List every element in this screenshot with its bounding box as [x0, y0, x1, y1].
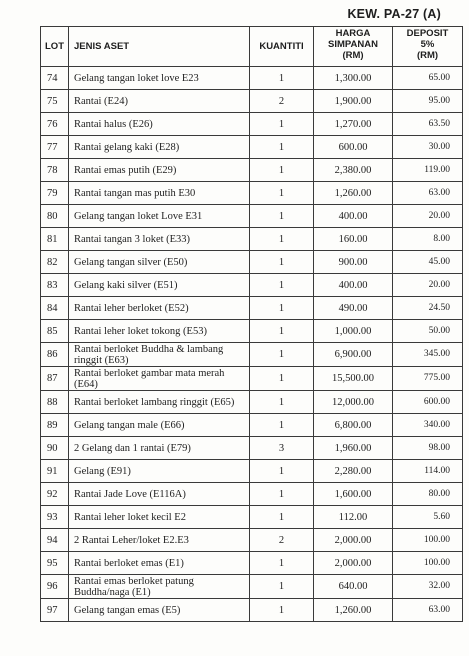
- harga-simpanan-cell: 1,260.00: [314, 182, 393, 205]
- lot-cell: 84: [41, 297, 69, 320]
- harga-simpanan-cell: 900.00: [314, 251, 393, 274]
- lot-cell: 97: [41, 599, 69, 622]
- lot-cell: 86: [41, 343, 69, 367]
- kuantiti-cell: 1: [250, 599, 314, 622]
- kuantiti-cell: 1: [250, 367, 314, 391]
- jenis-aset-cell: Gelang tangan silver (E50): [69, 251, 250, 274]
- harga-simpanan-cell: 1,960.00: [314, 437, 393, 460]
- jenis-aset-cell: Rantai (E24): [69, 90, 250, 113]
- table-row: [41, 136, 463, 159]
- table-row: [41, 67, 463, 90]
- harga-simpanan-cell: 1,300.00: [314, 67, 393, 90]
- deposit-cell: 100.00: [393, 529, 463, 552]
- deposit-cell: 98.00: [393, 437, 463, 460]
- harga-simpanan-cell: 12,000.00: [314, 391, 393, 414]
- lot-cell: 76: [41, 113, 69, 136]
- harga-simpanan-cell: 2,000.00: [314, 529, 393, 552]
- table-row: [41, 90, 463, 113]
- lot-cell: 74: [41, 67, 69, 90]
- lot-cell: 79: [41, 182, 69, 205]
- kuantiti-cell: 1: [250, 136, 314, 159]
- jenis-aset-cell: Gelang kaki silver (E51): [69, 274, 250, 297]
- lot-cell: 95: [41, 552, 69, 575]
- kuantiti-cell: 1: [250, 274, 314, 297]
- harga-simpanan-cell: 400.00: [314, 274, 393, 297]
- jenis-aset-cell: Rantai berloket gambar mata merah (E64): [69, 367, 250, 391]
- kuantiti-cell: 1: [250, 575, 314, 599]
- jenis-aset-cell: Rantai leher loket tokong (E53): [69, 320, 250, 343]
- jenis-aset-cell: Gelang tangan male (E66): [69, 414, 250, 437]
- lot-cell: 87: [41, 367, 69, 391]
- kuantiti-cell: 1: [250, 228, 314, 251]
- jenis-aset-cell: Rantai emas berloket patung Buddha/naga (E1): [69, 575, 250, 599]
- header-lot: LOT: [41, 27, 69, 67]
- deposit-cell: 30.00: [393, 136, 463, 159]
- deposit-cell: 775.00: [393, 367, 463, 391]
- jenis-aset-cell: Rantai berloket Buddha & lambang ringgit (E63): [69, 343, 250, 367]
- harga-simpanan-cell: 1,260.00: [314, 599, 393, 622]
- deposit-cell: 20.00: [393, 274, 463, 297]
- harga-simpanan-cell: 1,900.00: [314, 90, 393, 113]
- harga-simpanan-cell: 400.00: [314, 205, 393, 228]
- jenis-aset-cell: Gelang (E91): [69, 460, 250, 483]
- deposit-cell: 600.00: [393, 391, 463, 414]
- lot-cell: 82: [41, 251, 69, 274]
- lot-cell: 91: [41, 460, 69, 483]
- deposit-cell: 80.00: [393, 483, 463, 506]
- table-row: [41, 552, 463, 575]
- table-row: [41, 205, 463, 228]
- header-kuantiti: KUANTITI: [250, 27, 314, 67]
- deposit-cell: 45.00: [393, 251, 463, 274]
- table-row: [41, 251, 463, 274]
- harga-simpanan-cell: 6,900.00: [314, 343, 393, 367]
- deposit-cell: 345.00: [393, 343, 463, 367]
- table-row: [41, 113, 463, 136]
- jenis-aset-cell: Gelang tangan emas (E5): [69, 599, 250, 622]
- asset-table: [40, 26, 463, 622]
- table-row: [41, 483, 463, 506]
- deposit-cell: 340.00: [393, 414, 463, 437]
- deposit-cell: 8.00: [393, 228, 463, 251]
- header-deposit: [393, 27, 463, 67]
- table-row: [41, 414, 463, 437]
- table-row: [41, 320, 463, 343]
- jenis-aset-cell: Rantai leher loket kecil E2: [69, 506, 250, 529]
- lot-cell: 94: [41, 529, 69, 552]
- table-row: [41, 228, 463, 251]
- table-row: [41, 599, 463, 622]
- kuantiti-cell: 1: [250, 483, 314, 506]
- lot-cell: 75: [41, 90, 69, 113]
- lot-cell: 90: [41, 437, 69, 460]
- jenis-aset-cell: Gelang tangan loket love E23: [69, 67, 250, 90]
- kuantiti-cell: 1: [250, 182, 314, 205]
- lot-cell: 81: [41, 228, 69, 251]
- harga-simpanan-cell: 2,380.00: [314, 159, 393, 182]
- jenis-aset-cell: Rantai halus (E26): [69, 113, 250, 136]
- jenis-aset-cell: Rantai tangan 3 loket (E33): [69, 228, 250, 251]
- table-row: [41, 297, 463, 320]
- deposit-cell: 63.00: [393, 182, 463, 205]
- lot-cell: 93: [41, 506, 69, 529]
- header-harga-line-1: HARGA: [335, 28, 371, 39]
- harga-simpanan-cell: 490.00: [314, 297, 393, 320]
- deposit-cell: 20.00: [393, 205, 463, 228]
- kuantiti-cell: 1: [250, 205, 314, 228]
- harga-simpanan-cell: 1,270.00: [314, 113, 393, 136]
- lot-cell: 85: [41, 320, 69, 343]
- lot-cell: 89: [41, 414, 69, 437]
- jenis-aset-cell: Rantai berloket emas (E1): [69, 552, 250, 575]
- kuantiti-cell: 1: [250, 391, 314, 414]
- header-deposit-line-2: 5%: [420, 39, 435, 50]
- header-harga-simpanan: [314, 27, 393, 67]
- lot-cell: 88: [41, 391, 69, 414]
- deposit-cell: 24.50: [393, 297, 463, 320]
- table-row: [41, 437, 463, 460]
- deposit-cell: 63.00: [393, 599, 463, 622]
- table-row: [41, 460, 463, 483]
- kuantiti-cell: 1: [250, 320, 314, 343]
- deposit-cell: 114.00: [393, 460, 463, 483]
- deposit-cell: 100.00: [393, 552, 463, 575]
- kuantiti-cell: 1: [250, 297, 314, 320]
- kuantiti-cell: 1: [250, 414, 314, 437]
- kuantiti-cell: 1: [250, 113, 314, 136]
- table-row: [41, 575, 463, 599]
- table-row: [41, 529, 463, 552]
- table-row: [41, 159, 463, 182]
- table-row: [41, 274, 463, 297]
- deposit-cell: 5.60: [393, 506, 463, 529]
- header-jenis-aset: JENIS ASET: [69, 27, 250, 67]
- deposit-cell: 65.00: [393, 67, 463, 90]
- kuantiti-cell: 1: [250, 67, 314, 90]
- deposit-cell: 32.00: [393, 575, 463, 599]
- table-row: [41, 182, 463, 205]
- jenis-aset-cell: Rantai Jade Love (E116A): [69, 483, 250, 506]
- deposit-cell: 50.00: [393, 320, 463, 343]
- harga-simpanan-cell: 2,000.00: [314, 552, 393, 575]
- jenis-aset-cell: 2 Rantai Leher/loket E2.E3: [69, 529, 250, 552]
- harga-simpanan-cell: 1,000.00: [314, 320, 393, 343]
- harga-simpanan-cell: 2,280.00: [314, 460, 393, 483]
- table-row: [41, 343, 463, 367]
- harga-simpanan-cell: 1,600.00: [314, 483, 393, 506]
- kuantiti-cell: 3: [250, 437, 314, 460]
- deposit-cell: 95.00: [393, 90, 463, 113]
- kuantiti-cell: 1: [250, 552, 314, 575]
- table-header-row: [41, 27, 463, 67]
- kuantiti-cell: 1: [250, 506, 314, 529]
- harga-simpanan-cell: 6,800.00: [314, 414, 393, 437]
- table-body: [41, 67, 463, 622]
- harga-simpanan-cell: 15,500.00: [314, 367, 393, 391]
- lot-cell: 83: [41, 274, 69, 297]
- lot-cell: 96: [41, 575, 69, 599]
- header-deposit-line-3: (RM): [416, 50, 439, 61]
- table-row: [41, 506, 463, 529]
- jenis-aset-cell: Rantai tangan mas putih E30: [69, 182, 250, 205]
- deposit-cell: 63.50: [393, 113, 463, 136]
- harga-simpanan-cell: 160.00: [314, 228, 393, 251]
- jenis-aset-cell: Rantai leher berloket (E52): [69, 297, 250, 320]
- kuantiti-cell: 1: [250, 159, 314, 182]
- jenis-aset-cell: 2 Gelang dan 1 rantai (E79): [69, 437, 250, 460]
- lot-cell: 80: [41, 205, 69, 228]
- harga-simpanan-cell: 600.00: [314, 136, 393, 159]
- lot-cell: 78: [41, 159, 69, 182]
- kuantiti-cell: 1: [250, 343, 314, 367]
- jenis-aset-cell: Gelang tangan loket Love E31: [69, 205, 250, 228]
- header-harga-line-3: (RM): [342, 50, 364, 61]
- table-row: [41, 391, 463, 414]
- jenis-aset-cell: Rantai berloket lambang ringgit (E65): [69, 391, 250, 414]
- deposit-cell: 119.00: [393, 159, 463, 182]
- header-harga-line-2: SIMPANAN: [328, 39, 378, 50]
- kuantiti-cell: 1: [250, 251, 314, 274]
- jenis-aset-cell: Rantai emas putih (E29): [69, 159, 250, 182]
- document-code: KEW. PA-27 (A): [347, 7, 441, 21]
- kuantiti-cell: 1: [250, 460, 314, 483]
- lot-cell: 92: [41, 483, 69, 506]
- header-deposit-line-1: DEPOSIT: [406, 28, 449, 39]
- kuantiti-cell: 2: [250, 529, 314, 552]
- lot-cell: 77: [41, 136, 69, 159]
- jenis-aset-cell: Rantai gelang kaki (E28): [69, 136, 250, 159]
- table-row: [41, 367, 463, 391]
- harga-simpanan-cell: 112.00: [314, 506, 393, 529]
- harga-simpanan-cell: 640.00: [314, 575, 393, 599]
- kuantiti-cell: 2: [250, 90, 314, 113]
